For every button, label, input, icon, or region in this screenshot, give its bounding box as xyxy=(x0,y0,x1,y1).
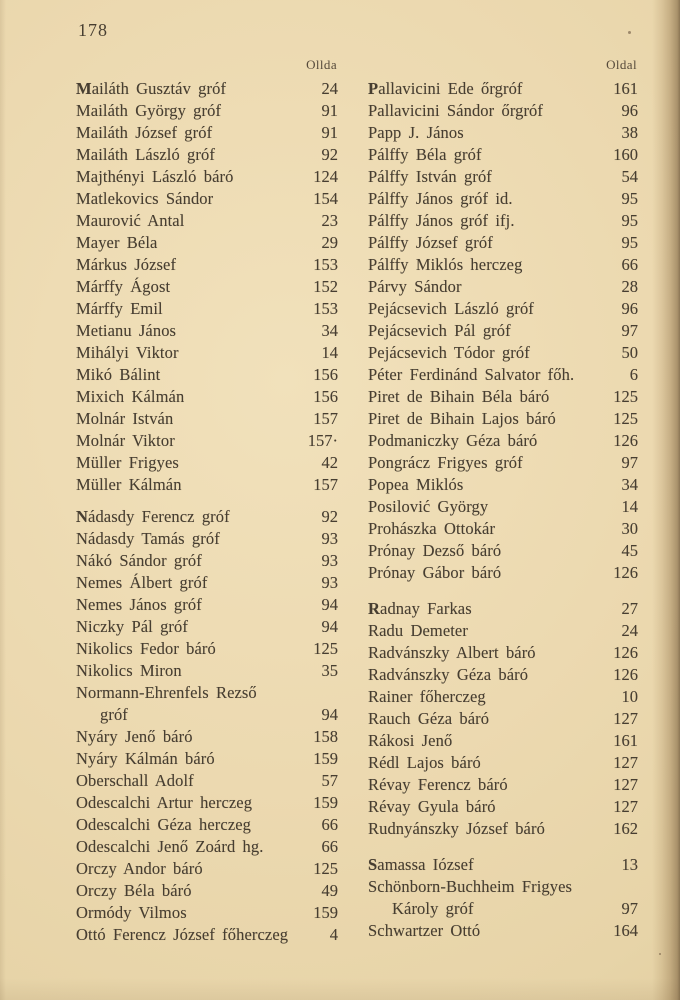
index-entry xyxy=(368,752,638,774)
entry-name: Matlekovics Sándor xyxy=(76,189,214,208)
entry-name: Maurović Antal xyxy=(76,211,185,230)
entry-name: Piret de Bihain Béla báró xyxy=(368,387,550,406)
entry-name: Pálffy János gróf id. xyxy=(368,189,513,208)
index-entry xyxy=(368,298,638,320)
index-entry xyxy=(368,920,638,942)
entry-name: Révay Ferencz báró xyxy=(368,775,508,794)
index-entry xyxy=(76,298,338,320)
entry-page-number: 93 xyxy=(321,573,338,592)
entry-page-number: 6 xyxy=(629,365,638,384)
index-entry xyxy=(76,814,338,836)
index-entry xyxy=(368,474,638,496)
entry-page-number: 125 xyxy=(313,639,338,658)
entry-page-number: 34 xyxy=(321,321,338,340)
entry-page-number: 49 xyxy=(321,881,338,900)
index-entry xyxy=(76,880,338,902)
index-entry xyxy=(76,254,338,276)
entry-name: Oberschall Adolf xyxy=(76,771,194,790)
entry-page-number: 94 xyxy=(321,595,338,614)
entry-name: Prónay Gábor báró xyxy=(368,563,502,582)
entry-page-number: 126 xyxy=(613,643,638,662)
index-entry xyxy=(368,708,638,730)
entry-page-number: 159 xyxy=(313,749,338,768)
entry-page-number: 124 xyxy=(313,167,338,186)
entry-name: Rákosi Jenő xyxy=(368,731,453,750)
entry-name: Prónay Dezső báró xyxy=(368,541,502,560)
index-entry xyxy=(76,408,338,430)
index-entry xyxy=(76,902,338,924)
entry-name: Mailáth Gusztáv gróf xyxy=(76,79,227,98)
index-entry xyxy=(76,792,338,814)
entry-name: Podmaniczky Géza báró xyxy=(368,431,538,450)
entry-name: Nemes Álbert gróf xyxy=(76,573,208,592)
entry-page-number: 66 xyxy=(321,837,338,856)
entry-name: Radnay Farkas xyxy=(368,599,472,618)
entry-page-number: 66 xyxy=(321,815,338,834)
entry-name: Molnár István xyxy=(76,409,174,428)
entry-name: Mikó Bálint xyxy=(76,365,161,384)
entry-name: Pongrácz Frigyes gróf xyxy=(368,453,523,472)
entry-name: Nádasdy Tamás gróf xyxy=(76,529,220,548)
entry-page-number: 93 xyxy=(321,551,338,570)
entry-name: Mailáth László gróf xyxy=(76,145,215,164)
page-right-edge-shade xyxy=(652,0,680,1000)
entry-page-number: 125 xyxy=(313,859,338,878)
entry-page-number: 127 xyxy=(613,797,638,816)
entry-page-number: 23 xyxy=(321,211,338,230)
index-entry xyxy=(76,386,338,408)
index-entry xyxy=(76,276,338,298)
entry-name: Prohászka Ottokár xyxy=(368,519,496,538)
entry-name: Pálffy János gróf ifj. xyxy=(368,211,515,230)
entry-name: Nyáry Jenő báró xyxy=(76,727,193,746)
entry-page-number: 95 xyxy=(621,189,638,208)
index-entry xyxy=(76,858,338,880)
entry-page-number: 158 xyxy=(313,727,338,746)
entry-page-number: 91 xyxy=(321,123,338,142)
entry-page-number: 96 xyxy=(621,299,638,318)
index-entry xyxy=(76,342,338,364)
entry-page-number: 161 xyxy=(613,731,638,750)
index-entries-left xyxy=(76,78,338,946)
index-entry xyxy=(368,620,638,642)
index-entry xyxy=(368,818,638,840)
index-entry xyxy=(76,144,338,166)
entry-name: Pejácsevich László gróf xyxy=(368,299,534,318)
entry-page-number: 27 xyxy=(621,599,638,618)
entry-name: Pallavicini Sándor őrgróf xyxy=(368,101,543,120)
entry-page-number: 94 xyxy=(321,617,338,636)
entry-name: Odescalchi Artur herczeg xyxy=(76,793,253,812)
index-entry xyxy=(368,730,638,752)
entry-name: Nákó Sándor gróf xyxy=(76,551,202,570)
index-entry xyxy=(76,748,338,770)
entry-name: Péter Ferdinánd Salvator főh. xyxy=(368,365,575,384)
entry-name: Rainer főherczeg xyxy=(368,687,486,706)
entry-page-number: 94 xyxy=(321,705,338,724)
entry-page-number: 154 xyxy=(313,189,338,208)
index-entry xyxy=(76,924,338,946)
entry-page-number: 127 xyxy=(613,775,638,794)
index-column-left xyxy=(76,57,338,946)
index-entry xyxy=(368,386,638,408)
entry-page-number: 35 xyxy=(321,661,338,680)
entry-name: Pálffy Miklós herczeg xyxy=(368,255,523,274)
column-header-right: Oldal xyxy=(606,57,637,72)
entry-name: Mailáth József gróf xyxy=(76,123,213,142)
entry-name: Popea Miklós xyxy=(368,475,464,494)
entry-page-number: 4 xyxy=(329,925,338,944)
index-entry xyxy=(76,616,338,638)
entry-page-number: 66 xyxy=(621,255,638,274)
entry-name: Nemes János gróf xyxy=(76,595,202,614)
entry-name: Normann-Ehrenfels Rezső xyxy=(76,683,257,702)
index-entry xyxy=(368,854,638,876)
index-entry xyxy=(76,594,338,616)
index-entry xyxy=(368,540,638,562)
entry-page-number: 125 xyxy=(613,409,638,428)
ink-speck xyxy=(659,953,661,955)
index-entry xyxy=(76,166,338,188)
index-entry xyxy=(76,100,338,122)
index-entry xyxy=(368,562,638,584)
entry-page-number: 95 xyxy=(621,233,638,252)
entry-name: Radu Demeter xyxy=(368,621,468,640)
index-entry xyxy=(76,638,338,660)
index-entry xyxy=(76,210,338,232)
entry-page-number: 34 xyxy=(621,475,638,494)
entry-name: Pejácsevich Tódor gróf xyxy=(368,343,530,362)
index-entry xyxy=(76,682,338,704)
entry-page-number: 159 xyxy=(313,903,338,922)
index-entry xyxy=(76,232,338,254)
entry-page-number: 161 xyxy=(613,79,638,98)
index-entry xyxy=(368,774,638,796)
entry-page-number: 29 xyxy=(321,233,338,252)
entry-name: Mixich Kálmán xyxy=(76,387,185,406)
entry-page-number: 91 xyxy=(321,101,338,120)
entry-page-number: 156 xyxy=(313,387,338,406)
index-entry xyxy=(76,660,338,682)
index-entry xyxy=(368,276,638,298)
index-entry xyxy=(368,342,638,364)
entry-name: Nikolics Miron xyxy=(76,661,182,680)
entry-page-number: 92 xyxy=(321,507,338,526)
entry-name: Nádasdy Ferencz gróf xyxy=(76,507,230,526)
entry-name: Révay Gyula báró xyxy=(368,797,496,816)
entry-page-number: 126 xyxy=(613,563,638,582)
index-column-right xyxy=(368,57,638,942)
entry-name: Piret de Bihain Lajos báró xyxy=(368,409,556,428)
entry-name: Rédl Lajos báró xyxy=(368,753,481,772)
ink-speck xyxy=(628,31,631,34)
index-entry xyxy=(368,144,638,166)
entry-name: Pejácsevich Pál gróf xyxy=(368,321,511,340)
entry-page-number: 97 xyxy=(621,453,638,472)
entry-name: Mihályi Viktor xyxy=(76,343,179,362)
index-entry xyxy=(368,408,638,430)
index-entry xyxy=(368,122,638,144)
page-left-edge-shade xyxy=(0,0,6,1000)
entry-name: Mayer Béla xyxy=(76,233,158,252)
index-entry xyxy=(368,166,638,188)
index-entry xyxy=(368,232,638,254)
index-entry xyxy=(368,876,638,898)
index-entry xyxy=(368,898,638,920)
index-entry xyxy=(368,518,638,540)
entry-page-number: 153 xyxy=(313,255,338,274)
column-header-left: Ollda xyxy=(306,57,337,72)
index-entry xyxy=(76,474,338,496)
page-number: 178 xyxy=(78,20,108,40)
entry-name: Pálffy Béla gróf xyxy=(368,145,482,164)
entry-page-number: 126 xyxy=(613,431,638,450)
index-entry xyxy=(368,664,638,686)
entry-page-number: 96 xyxy=(621,101,638,120)
index-entry xyxy=(76,572,338,594)
index-entry xyxy=(76,528,338,550)
entry-page-number: 30 xyxy=(621,519,638,538)
index-entries-right xyxy=(368,78,638,942)
entry-page-number: 157· xyxy=(307,431,338,450)
index-entry xyxy=(76,78,338,100)
entry-name: Nyáry Kálmán báró xyxy=(76,749,215,768)
entry-name: Pálffy István gróf xyxy=(368,167,492,186)
entry-name: Párvy Sándor xyxy=(368,277,462,296)
index-entry xyxy=(76,506,338,528)
entry-page-number: 93 xyxy=(321,529,338,548)
entry-page-number: 45 xyxy=(621,541,638,560)
entry-page-number: 160 xyxy=(613,145,638,164)
index-entry xyxy=(76,726,338,748)
entry-page-number: 92 xyxy=(321,145,338,164)
entry-name: gróf xyxy=(100,705,128,724)
entry-name: Ormódy Vilmos xyxy=(76,903,187,922)
entry-page-number: 28 xyxy=(621,277,638,296)
entry-name: Majthényi László báró xyxy=(76,167,234,186)
index-entry xyxy=(368,452,638,474)
index-entry xyxy=(76,122,338,144)
entry-page-number: 54 xyxy=(621,167,638,186)
entry-page-number: 162 xyxy=(613,819,638,838)
index-entry xyxy=(76,704,338,726)
index-entry xyxy=(368,598,638,620)
entry-page-number: 42 xyxy=(321,453,338,472)
entry-name: Nikolics Fedor báró xyxy=(76,639,216,658)
entry-name: Müller Frigyes xyxy=(76,453,179,472)
index-entry xyxy=(368,78,638,100)
entry-name: Molnár Viktor xyxy=(76,431,175,450)
entry-name: Odescalchi Géza herczeg xyxy=(76,815,252,834)
page-bottom-shade xyxy=(0,978,680,1000)
entry-name: Rudnyánszky József báró xyxy=(368,819,545,838)
index-entry xyxy=(76,452,338,474)
entry-name: Radvánszky Géza báró xyxy=(368,665,529,684)
index-entry xyxy=(368,254,638,276)
entry-name: Ottó Ferencz József főherczeg xyxy=(76,925,289,944)
entry-name: Rauch Géza báró xyxy=(368,709,490,728)
index-entry xyxy=(76,550,338,572)
entry-page-number: 14 xyxy=(621,497,638,516)
index-entry xyxy=(368,210,638,232)
entry-page-number: 157 xyxy=(313,475,338,494)
index-entry xyxy=(368,642,638,664)
index-entry xyxy=(76,836,338,858)
index-entry xyxy=(368,686,638,708)
entry-page-number: 50 xyxy=(621,343,638,362)
entry-page-number: 126 xyxy=(613,665,638,684)
entry-name: Pallavicini Ede őrgróf xyxy=(368,79,523,98)
entry-name: Pálffy József gróf xyxy=(368,233,493,252)
entry-name: Radvánszky Albert báró xyxy=(368,643,536,662)
entry-name: Mailáth György gróf xyxy=(76,101,222,120)
entry-page-number: 95 xyxy=(621,211,638,230)
entry-page-number: 157 xyxy=(313,409,338,428)
index-entry xyxy=(368,496,638,518)
entry-name: Müller Kálmán xyxy=(76,475,182,494)
entry-name: Márffy Ágost xyxy=(76,277,171,296)
entry-page-number: 127 xyxy=(613,709,638,728)
index-entry xyxy=(76,770,338,792)
entry-page-number: 97 xyxy=(621,321,638,340)
entry-page-number: 10 xyxy=(621,687,638,706)
entry-page-number: 24 xyxy=(321,79,338,98)
entry-page-number: 97 xyxy=(621,899,638,918)
entry-page-number: 156 xyxy=(313,365,338,384)
index-entry xyxy=(368,100,638,122)
entry-page-number: 24 xyxy=(621,621,638,640)
entry-name: Niczky Pál gróf xyxy=(76,617,188,636)
entry-page-number: 152 xyxy=(313,277,338,296)
index-entry xyxy=(368,188,638,210)
entry-name: Metianu János xyxy=(76,321,177,340)
index-entry xyxy=(76,320,338,342)
entry-page-number: 57 xyxy=(321,771,338,790)
entry-page-number: 14 xyxy=(321,343,338,362)
index-entry xyxy=(76,364,338,386)
entry-name: Odescalchi Jenő Zoárd hg. xyxy=(76,837,264,856)
entry-page-number: 125 xyxy=(613,387,638,406)
entry-page-number: 153 xyxy=(313,299,338,318)
index-entry xyxy=(368,320,638,342)
entry-page-number: 159 xyxy=(313,793,338,812)
entry-name: Márffy Emil xyxy=(76,299,163,318)
entry-name: Papp J. János xyxy=(368,123,464,142)
entry-name: Schwartzer Ottó xyxy=(368,921,481,940)
entry-page-number: 164 xyxy=(613,921,638,940)
entry-name: Samassa Iózsef xyxy=(368,855,474,874)
index-entry xyxy=(76,188,338,210)
entry-name: Károly gróf xyxy=(392,899,474,918)
entry-name: Schönborn-Buchheim Frigyes xyxy=(368,877,573,896)
entry-page-number: 13 xyxy=(621,855,638,874)
entry-name: Orczy Andor báró xyxy=(76,859,203,878)
index-entry xyxy=(368,796,638,818)
entry-name: Márkus József xyxy=(76,255,177,274)
entry-name: Orczy Béla báró xyxy=(76,881,192,900)
entry-page-number: 127 xyxy=(613,753,638,772)
index-entry xyxy=(76,430,338,452)
entry-page-number: 38 xyxy=(621,123,638,142)
entry-name: Posilović György xyxy=(368,497,489,516)
index-entry xyxy=(368,364,638,386)
index-entry xyxy=(368,430,638,452)
